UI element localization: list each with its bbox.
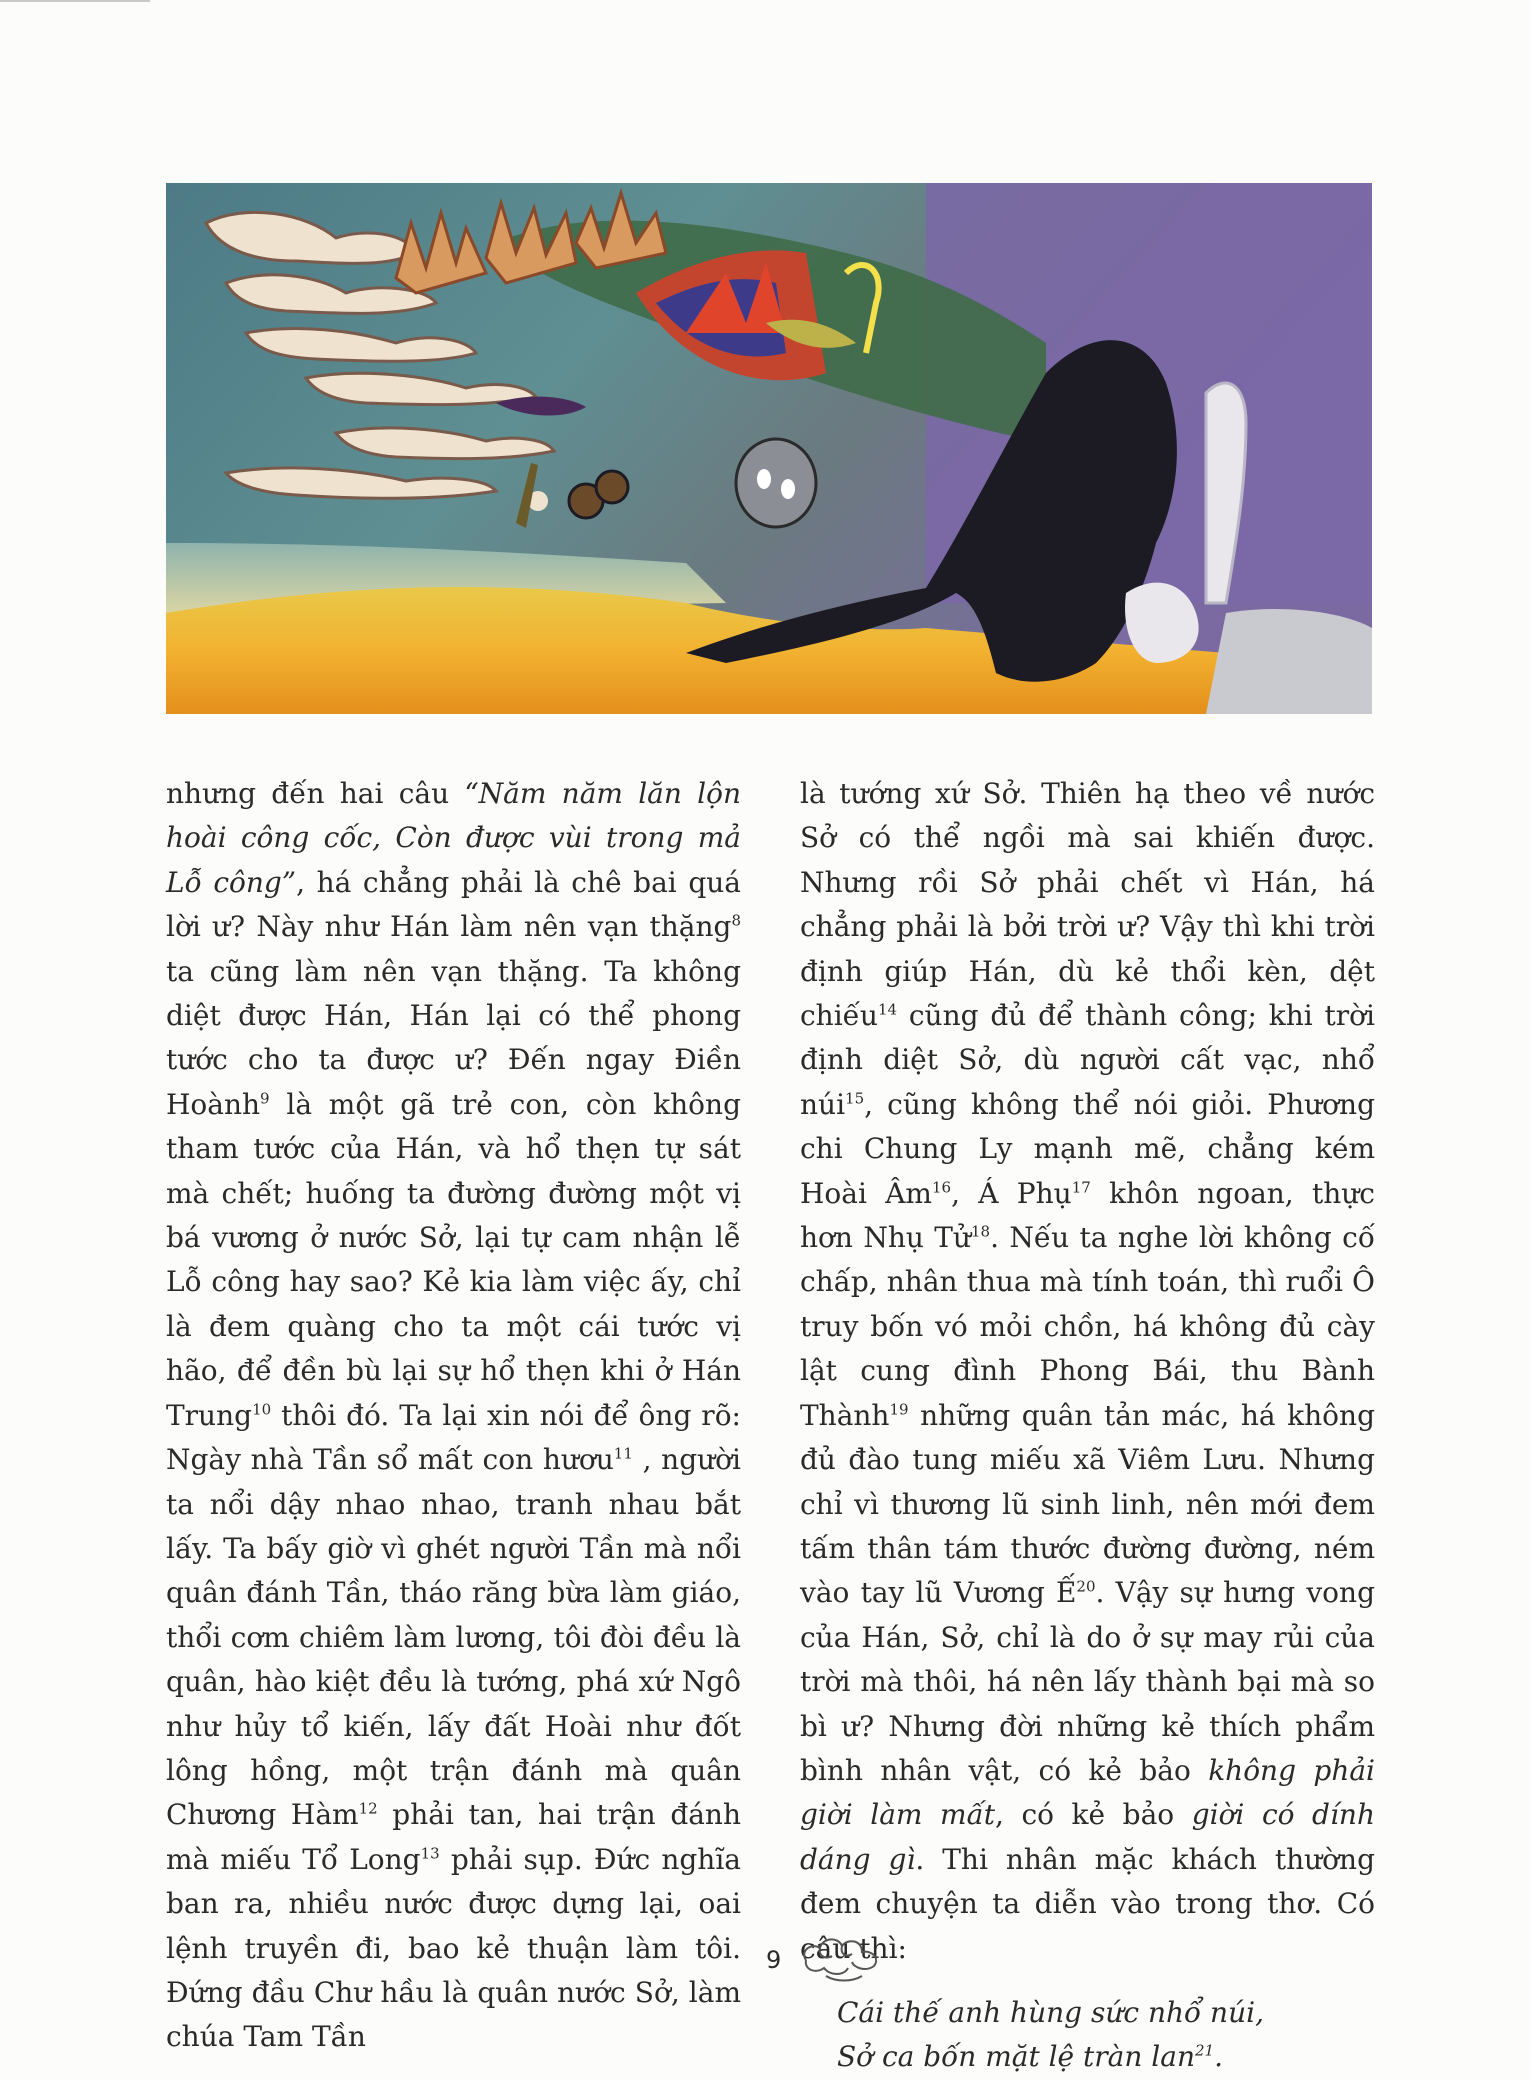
italic-quote: giời có dính dáng gì [800, 1798, 1375, 1876]
text-run: những quân tản mác, há không đủ đào tung miếu xã Viêm Lưu. Nhưng chỉ vì thương lũ sinh linh, nên mới đem tấm thân tám thước đường đường, ném vào tay lũ Vương Ế [800, 1398, 1375, 1610]
left-column [166, 772, 741, 2060]
footnote-marker: 18 [970, 1222, 991, 1241]
top-edge-line [0, 0, 150, 2]
text-run: . Nếu ta nghe lời không cố chấp, nhân thua mà tính toán, thì ruổi Ô truy bốn vó mỏi chồn, há không đủ cày lật cung đình Phong Bái, thu Bành Thành [800, 1221, 1375, 1432]
text-run: , người ta nổi dậy nhao nhao, tranh nhau bắt lấy. Ta bấy giờ vì ghét người Tần mà nổi quân đánh Tần, tháo răng bừa làm giáo, thổi cơm chiêm làm lương, tôi đòi đều là quân, hào kiệt đều là tướng, phá xứ Ngô như hủy tổ kiến, lấy đất Hoài như đốt lông hồng, một trận đánh mà quân Chương Hàm [166, 1443, 741, 1832]
footnote-marker: 14 [877, 1000, 898, 1019]
verse-line-2-end: . [1214, 2040, 1223, 2074]
footnote-marker: 13 [420, 1844, 440, 1863]
footnote-marker: 12 [358, 1800, 378, 1819]
footnote-marker: 20 [1076, 1577, 1096, 1596]
footnote-marker: 17 [1071, 1178, 1091, 1197]
text-run: khôn ngoan, thực hơn Nhụ Tử [800, 1176, 1375, 1255]
footnote-marker: 10 [252, 1400, 272, 1419]
text-run: cũng đủ để thành công; khi trời định diệt Sở, dù người cất vạc, nhổ núi [800, 999, 1375, 1121]
text-run: là tướng xứ Sở. Thiên hạ theo về nước Sở có thể ngồi mà sai khiến được. Nhưng rồi Sở phải chết vì Hán, há chẳng phải là bởi trời ư? Vậy thì khi trời định giúp Hán, dù kẻ thổi kèn, dệt chiếu [800, 777, 1375, 1033]
footnote-marker: 19 [889, 1400, 909, 1419]
right-column-paragraph [800, 772, 1375, 1971]
footnote-marker: 8 [731, 911, 741, 930]
text-run: là một gã trẻ con, còn không tham tước của Hán, và hổ thẹn tự sát mà chết; huống ta đường đường một vị bá vương ở nước Sở, lại tự cam nhận lễ Lỗ công hay sao? Kẻ kia làm việc ấy, chỉ là đem quàng cho ta một cái tước vị hão, để đền bù lại sự hổ thẹn khi ở Hán Trung [166, 1087, 741, 1432]
footnote-marker: 16 [931, 1178, 952, 1197]
footnote-marker: 21 [1194, 2042, 1215, 2061]
text-run: phải sụp. Đức nghĩa ban ra, nhiều nước được dựng lại, oai lệnh truyền đi, bao kẻ thuận làm tôi. Đứng đầu Chư hầu là quân nước Sở, làm chúa Tam Tần [166, 1842, 741, 2054]
text-run: . Vậy sự hưng vong của Hán, Sở, chỉ là do ở sự may rủi của trời mà thôi, há nên lấy thành bại mà so bì ư? Nhưng đời những kẻ thích phẩm bình nhân vật, có kẻ bảo [800, 1576, 1375, 1787]
text-run: , có kẻ bảo [994, 1798, 1192, 1832]
text-run: ta cũng làm nên vạn thặng. Ta không diệt được Hán, Hán lại có thể phong tước cho ta được ư? Đến ngay Điền Hoành [166, 954, 741, 1121]
page-number: 9 [766, 1946, 782, 1974]
verse [800, 1991, 1375, 2080]
footnote-marker: 9 [260, 1089, 270, 1108]
text-run: , há chẳng phải là chê bai quá lời ư? Này như Hán làm nên vạn thặng [166, 865, 741, 944]
italic-quote: “Năm năm lăn lộn hoài công cốc, Còn được vùi trong mả Lỗ công” [166, 777, 741, 899]
footnote-marker: 15 [845, 1089, 865, 1108]
text-run: , cũng không thể nói giỏi. Phương chi Chung Ly mạnh mẽ, chẳng kém Hoài Âm [800, 1087, 1375, 1210]
cloud-ornament-icon [796, 1930, 890, 1986]
text-run: . Thi nhân mặc khách thường đem chuyện ta diễn vào trong thơ. Có câu thì: [800, 1842, 1375, 1965]
text-run: nhưng đến hai câu [166, 777, 465, 810]
text-run: , Á Phụ [951, 1176, 1072, 1210]
left-column-paragraph [166, 772, 741, 2060]
italic-quote: không phải giời làm mất [800, 1753, 1375, 1832]
text-run: phải tan, hai trận đánh mà miếu Tổ Long [166, 1798, 741, 1876]
verse-line-2 [837, 2035, 1375, 2079]
verse-line-2-text: Sở ca bốn mặt lệ tràn lan [837, 2040, 1195, 2074]
footnote-marker: 11 [613, 1444, 633, 1463]
text-run: thôi đó. Ta lại xin nói để ông rõ: Ngày nhà Tần sổ mất con hươu [166, 1398, 741, 1477]
landscape-painting-icon [166, 183, 1372, 714]
verse-line-1: Cái thế anh hùng sức nhổ núi, [837, 1995, 1264, 2029]
illustration [166, 183, 1372, 714]
right-column [800, 772, 1375, 2080]
